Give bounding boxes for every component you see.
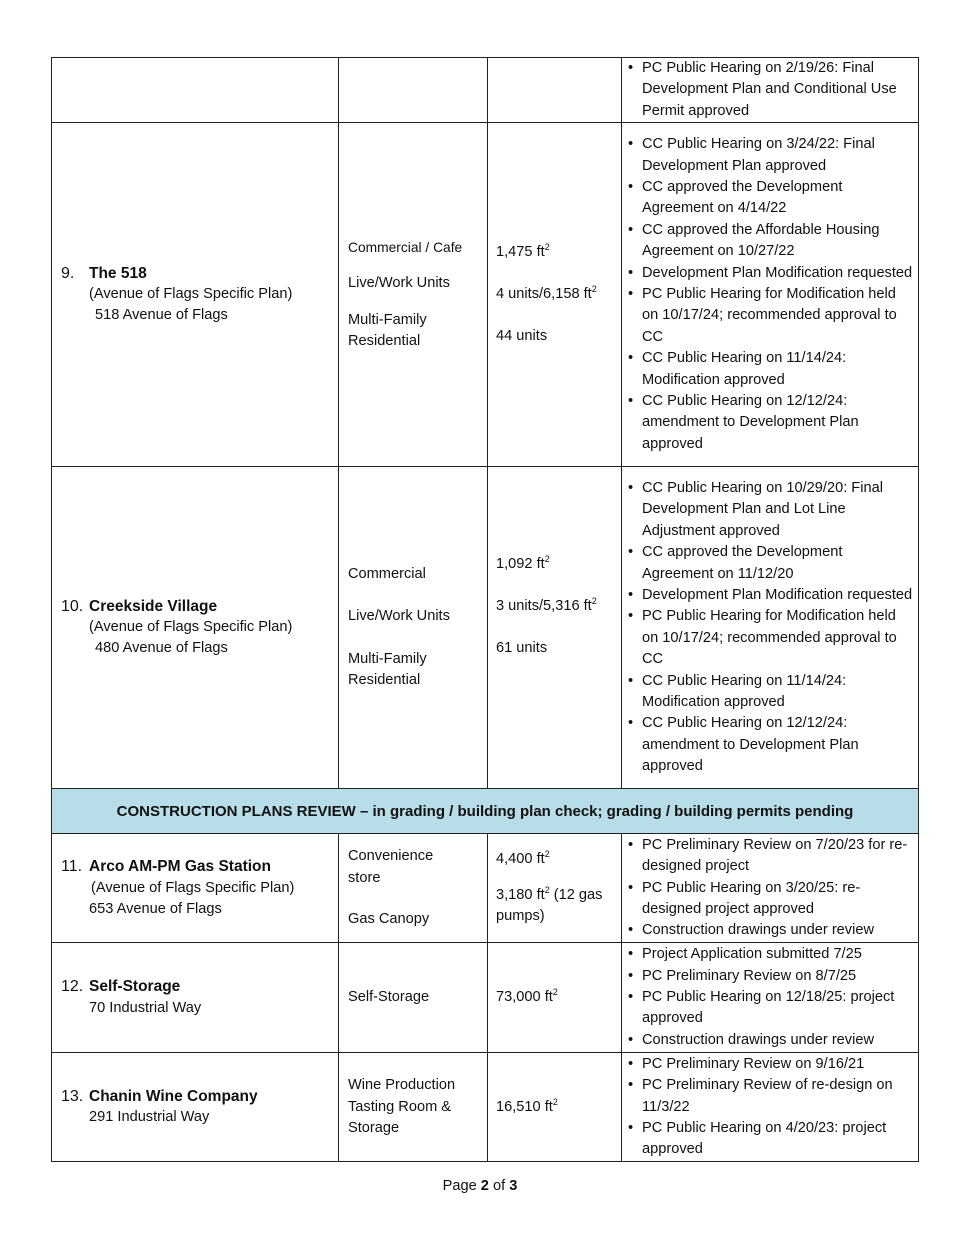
project-name: The 518 [89,264,147,282]
page-footer: Page 2 of 3 [442,1178,518,1194]
event-item: • Project Application submitted 7/25 [628,944,916,965]
project-plan: (Avenue of Flags Specific Plan) [89,286,293,303]
project-cell [52,943,339,1053]
size-item: 1,092 $ft^2$ [496,553,550,572]
event-item: • CC Public Hearing on 3/24/22: Final Development Plan approved [628,134,916,177]
project-plan: (Avenue of Flags Specific Plan) [89,619,293,636]
use-cell [339,943,488,1053]
table-row [52,1053,919,1162]
project-name: Chanin Wine Company [89,1087,258,1105]
table-row [52,467,919,789]
use-cell [339,123,488,467]
size-item: 4,400 $ft^2$ [496,849,550,868]
event-item: • Construction drawings under review [628,1030,916,1051]
event-item: • Development Plan Modification requested [628,585,916,606]
project-address: 291 Industrial Way [89,1109,210,1126]
events-cell [622,58,919,123]
use-item: Multi-Family Residential [348,311,427,350]
projects-table [51,57,919,1162]
table-row [52,834,919,943]
current-page: 2 [480,1178,489,1194]
table-row [52,943,919,1053]
event-item: • CC Public Hearing on 12/12/24: amendment to Development Plan approved [628,713,916,777]
size-item: 3,180 $ft^2$ (12 gas pumps) [496,884,603,924]
event-item: • Development Plan Modification requested [628,263,916,284]
use-item: Self-Storage [348,989,430,1006]
use-item: Live/Work Units [348,608,450,625]
use-item: Multi-Family Residential [348,650,427,689]
size-cell [488,943,622,1053]
table-row [52,58,919,123]
size-cell [488,123,622,467]
events-cell [622,943,919,1053]
event-item: • CC approved the Development Agreement on 11/12/20 [628,542,916,585]
size-item: 16,510 $ft^2$ [496,1096,558,1115]
project-cell [52,123,339,467]
event-item: • PC Preliminary Review on 7/20/23 for re-designed project [628,835,916,878]
size-item: 44 units [496,328,548,345]
event-item: • PC Public Hearing for Modification held on 10/17/24; recommended approval to CC [628,284,916,348]
events-cell [622,1053,919,1162]
project-number: 12. [61,978,84,996]
total-pages: 3 [509,1178,518,1194]
size-item: 73,000 $ft^2$ [496,987,558,1006]
events-cell [622,123,919,467]
section-header: CONSTRUCTION PLANS REVIEW – in grading / building plan check; grading / building permits pending [52,789,919,834]
event-item: • CC Public Hearing on 12/12/24: amendment to Development Plan approved [628,391,916,455]
table-row [52,123,919,467]
event-item: • PC Public Hearing on 2/19/26: Final Development Plan and Conditional Use Permit approved [628,58,916,122]
project-name: Self-Storage [89,978,181,996]
events-cell [622,834,919,943]
project-address: 70 Industrial Way [89,999,202,1016]
project-number: 9. [61,264,75,282]
event-item: • PC Public Hearing on 4/20/23: project approved [628,1118,916,1161]
project-name: Arco AM-PM Gas Station [89,858,271,876]
use-item: Live/Work Units [348,275,450,292]
event-item: • Construction drawings under review [628,920,916,941]
use-item: Convenience store [348,848,434,886]
size-cell [488,467,622,789]
size-cell [488,834,622,943]
event-item: • CC Public Hearing on 10/29/20: Final Development Plan and Lot Line Adjustment approved [628,478,916,542]
size-cell [488,1053,622,1162]
event-item: • PC Preliminary Review of re-design on 11/3/22 [628,1075,916,1118]
events-cell [622,467,919,789]
project-number: 11. [61,858,83,876]
project-number: 13. [61,1087,84,1105]
project-cell [52,467,339,789]
event-item: • PC Preliminary Review on 9/16/21 [628,1054,916,1075]
project-cell [52,834,339,943]
section-header-row [52,789,919,834]
project-address: 518 Avenue of Flags [95,307,228,324]
project-address: 653 Avenue of Flags [89,900,222,917]
use-cell [339,467,488,789]
event-item: • PC Preliminary Review on 8/7/25 [628,966,916,987]
event-item: • CC Public Hearing on 11/14/24: Modification approved [628,671,916,714]
use-cell [339,1053,488,1162]
use-cell [339,834,488,943]
use-item: Wine Production Tasting Room & Storage [348,1077,456,1136]
project-cell [52,1053,339,1162]
project-number: 10. [61,597,84,615]
size-item: 1,475 $ft^2$ [496,241,550,260]
event-item: • PC Public Hearing on 3/20/25: re-designed project approved [628,878,916,921]
size-item: 3 units/5,316 $ft^2$ [496,596,597,615]
project-address: 480 Avenue of Flags [95,640,228,657]
use-item: Commercial [348,565,426,582]
event-item: • CC approved the Affordable Housing Agreement on 10/27/22 [628,220,916,263]
event-item: • CC approved the Development Agreement on 4/14/22 [628,177,916,220]
project-plan: (Avenue of Flags Specific Plan) [91,879,295,896]
event-item: • CC Public Hearing on 11/14/24: Modification approved [628,348,916,391]
event-item: • PC Public Hearing for Modification held on 10/17/24; recommended approval to CC [628,606,916,670]
event-item: • PC Public Hearing on 12/18/25: project approved [628,987,916,1030]
use-item: Gas Canopy [348,910,430,927]
project-name: Creekside Village [89,597,218,615]
size-item: 4 units/6,158 $ft^2$ [496,284,597,303]
use-item: Commercial / Cafe [348,239,463,255]
size-item: 61 units [496,640,548,657]
